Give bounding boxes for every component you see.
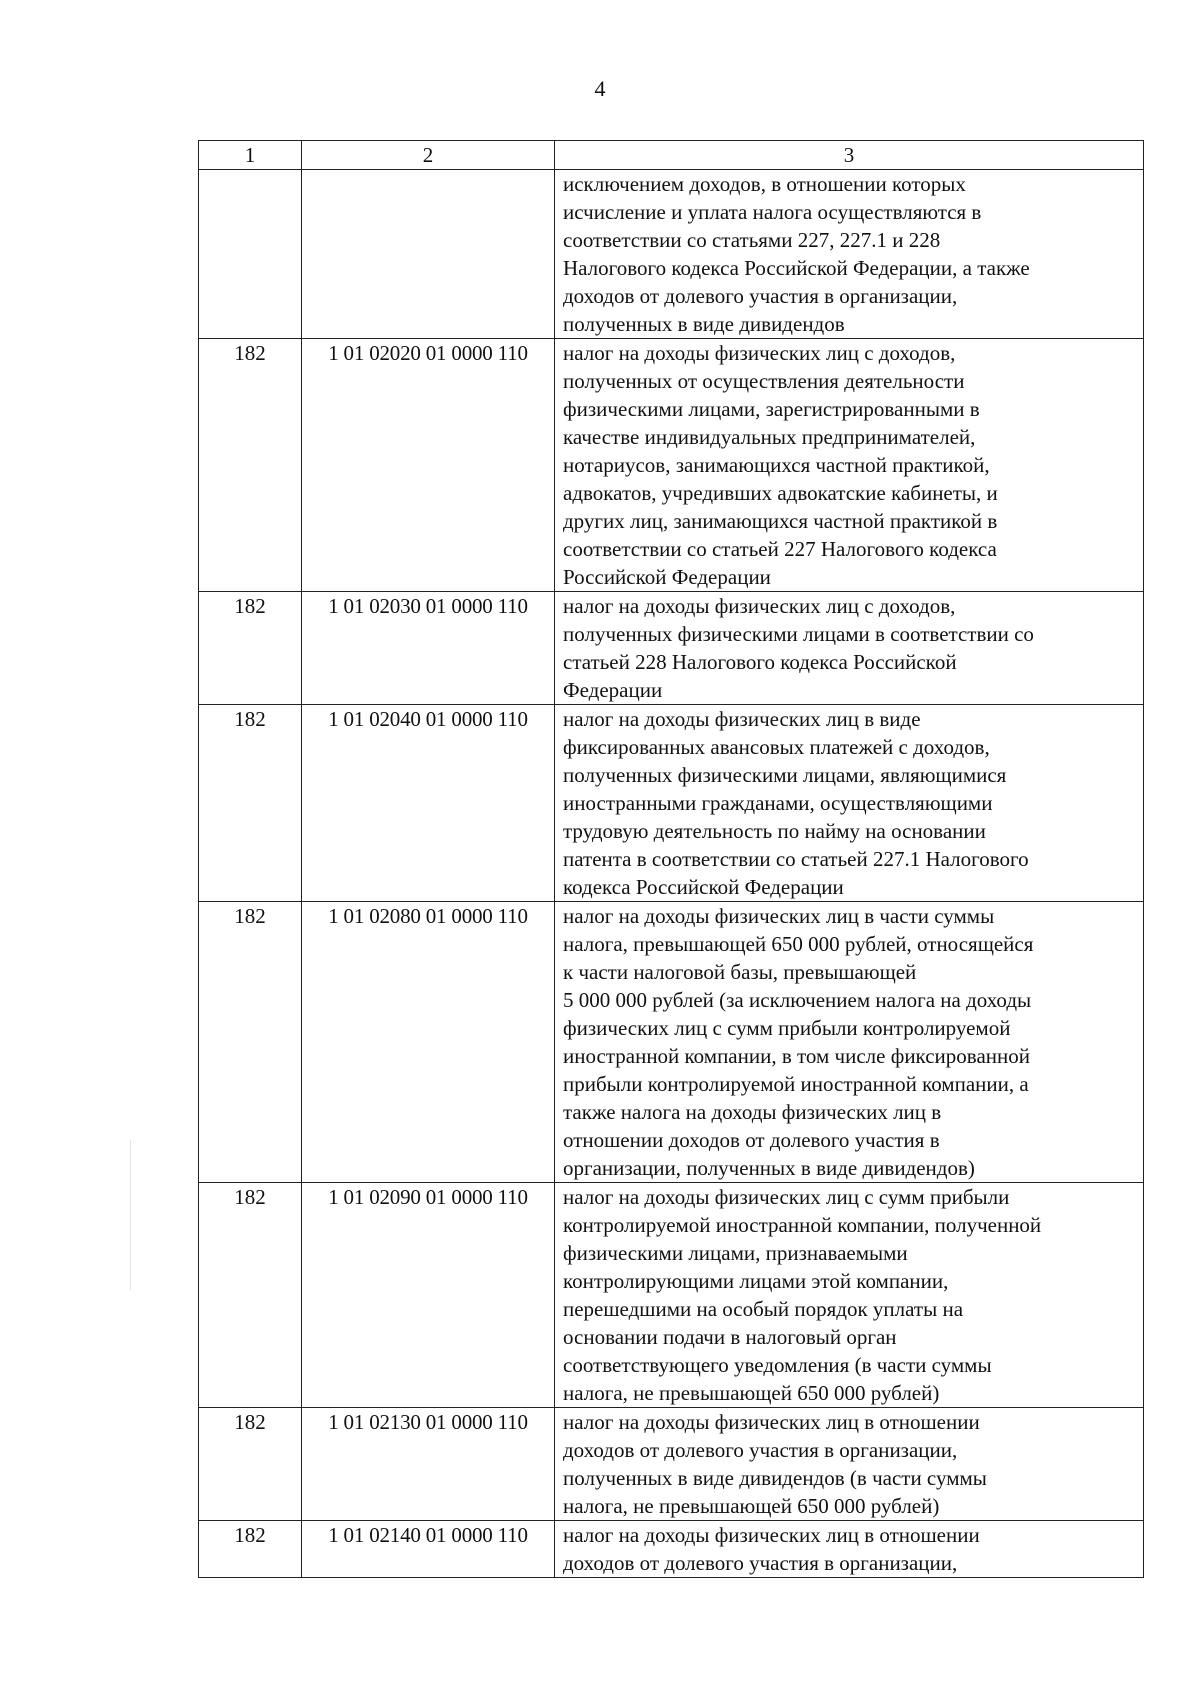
admin-code-cell: 182 xyxy=(199,705,302,902)
page-number: 4 xyxy=(594,76,606,101)
table-body xyxy=(199,170,1144,1578)
description-line: исключением доходов, в отношении которых xyxy=(563,172,966,196)
description-line: Российской Федерации xyxy=(563,565,771,589)
description-line: налог на доходы физических лиц в виде xyxy=(563,707,921,731)
table-row xyxy=(199,705,1144,902)
description-line: налога, не превышающей 650 000 рублей) xyxy=(563,1381,940,1405)
description-line: адвокатов, учредивших адвокатские кабинеты, и xyxy=(563,481,998,505)
description-line: доходов от долевого участия в организации, xyxy=(563,284,958,308)
description-line: полученных физическими лицами в соответствии со xyxy=(563,622,1034,646)
description-line: полученных от осуществления деятельности xyxy=(563,369,965,393)
description-cell xyxy=(555,170,1144,339)
description-line: трудовую деятельность по найму на основании xyxy=(563,819,986,843)
table-row xyxy=(199,170,1144,339)
description-line: налога, превышающей 650 000 рублей, относящейся xyxy=(563,932,1034,956)
admin-code-cell: 182 xyxy=(199,339,302,592)
description-cell xyxy=(555,592,1144,705)
admin-code-cell: 182 xyxy=(199,1183,302,1408)
description-line: перешедшими на особый порядок уплаты на xyxy=(563,1297,964,1321)
description-line: Федерации xyxy=(563,678,663,702)
description-line: соответствии со статьей 227 Налогового кодекса xyxy=(563,537,997,561)
description-line: контролирующими лицами этой компании, xyxy=(563,1269,949,1293)
table-row xyxy=(199,1408,1144,1521)
description-line: организации, полученных в виде дивидендов) xyxy=(563,1156,975,1180)
table-row xyxy=(199,1521,1144,1578)
description-line: кодекса Российской Федерации xyxy=(563,875,844,899)
description-cell xyxy=(555,705,1144,902)
description-line: полученных в виде дивидендов (в части суммы xyxy=(563,1466,987,1490)
table-header-row xyxy=(199,141,1144,170)
description-line: полученных физическими лицами, являющимися xyxy=(563,763,1007,787)
description-cell xyxy=(555,1521,1144,1578)
description-line: отношении доходов от долевого участия в xyxy=(563,1128,940,1152)
description-line: физических лиц с сумм прибыли контролируемой xyxy=(563,1016,1011,1040)
description-line: Налогового кодекса Российской Федерации, а также xyxy=(563,256,1030,280)
revenue-code-cell: 1 01 02080 01 0000 110 xyxy=(302,902,555,1183)
revenue-code-cell: 1 01 02040 01 0000 110 xyxy=(302,705,555,902)
description-line: соответствии со статьями 227, 227.1 и 228 xyxy=(563,228,941,252)
description-line: патента в соответствии со статьей 227.1 Налогового xyxy=(563,847,1029,871)
header-col-3: 3 xyxy=(555,141,1144,170)
description-line: других лиц, занимающихся частной практикой в xyxy=(563,509,998,533)
admin-code-cell xyxy=(199,170,302,339)
description-line: физическими лицами, зарегистрированными в xyxy=(563,397,980,421)
table-row xyxy=(199,592,1144,705)
description-line: доходов от долевого участия в организации, xyxy=(563,1438,958,1462)
revenue-code-cell xyxy=(302,170,555,339)
description-line: налог на доходы физических лиц с доходов, xyxy=(563,594,956,618)
description-line: также налога на доходы физических лиц в xyxy=(563,1100,942,1124)
description-cell xyxy=(555,339,1144,592)
description-line: физическими лицами, признаваемыми xyxy=(563,1241,908,1265)
revenue-codes-table xyxy=(198,140,1144,1578)
description-line: иностранной компании, в том числе фиксированной xyxy=(563,1044,1030,1068)
description-line: налог на доходы физических лиц в отношении xyxy=(563,1410,980,1434)
admin-code-cell: 182 xyxy=(199,592,302,705)
description-line: к части налоговой базы, превышающей xyxy=(563,960,917,984)
description-cell xyxy=(555,1183,1144,1408)
description-line: доходов от долевого участия в организации, xyxy=(563,1551,958,1575)
table-row xyxy=(199,1183,1144,1408)
description-line: налога, не превышающей 650 000 рублей) xyxy=(563,1494,940,1518)
description-line: полученных в виде дивидендов xyxy=(563,312,845,336)
revenue-code-cell: 1 01 02020 01 0000 110 xyxy=(302,339,555,592)
admin-code-cell: 182 xyxy=(199,1521,302,1578)
description-cell xyxy=(555,1408,1144,1521)
table-row xyxy=(199,339,1144,592)
description-line: налог на доходы физических лиц в части суммы xyxy=(563,904,995,928)
description-line: контролируемой иностранной компании, полученной xyxy=(563,1213,1042,1237)
description-line: исчисление и уплата налога осуществляются в xyxy=(563,200,982,224)
description-cell xyxy=(555,902,1144,1183)
revenue-code-cell: 1 01 02090 01 0000 110 xyxy=(302,1183,555,1408)
header-col-1: 1 xyxy=(199,141,302,170)
description-line: налог на доходы физических лиц с доходов, xyxy=(563,341,956,365)
description-line: 5 000 000 рублей (за исключением налога на доходы xyxy=(563,988,1032,1012)
description-line: налог на доходы физических лиц в отношении xyxy=(563,1523,980,1547)
scan-margin-mark xyxy=(130,1140,131,1290)
description-line: прибыли контролируемой иностранной компании, а xyxy=(563,1072,1029,1096)
description-line: соответствующего уведомления (в части суммы xyxy=(563,1353,992,1377)
description-line: статьей 228 Налогового кодекса Российской xyxy=(563,650,957,674)
description-line: иностранными гражданами, осуществляющими xyxy=(563,791,993,815)
description-line: нотариусов, занимающихся частной практикой, xyxy=(563,453,990,477)
description-line: качестве индивидуальных предпринимателей, xyxy=(563,425,976,449)
description-line: налог на доходы физических лиц с сумм прибыли xyxy=(563,1185,1010,1209)
revenue-code-cell: 1 01 02140 01 0000 110 xyxy=(302,1521,555,1578)
table-row xyxy=(199,902,1144,1183)
revenue-code-cell: 1 01 02030 01 0000 110 xyxy=(302,592,555,705)
revenue-code-cell: 1 01 02130 01 0000 110 xyxy=(302,1408,555,1521)
description-line: фиксированных авансовых платежей с доходов, xyxy=(563,735,990,759)
description-line: основании подачи в налоговый орган xyxy=(563,1325,897,1349)
header-col-2: 2 xyxy=(302,141,555,170)
admin-code-cell: 182 xyxy=(199,902,302,1183)
admin-code-cell: 182 xyxy=(199,1408,302,1521)
